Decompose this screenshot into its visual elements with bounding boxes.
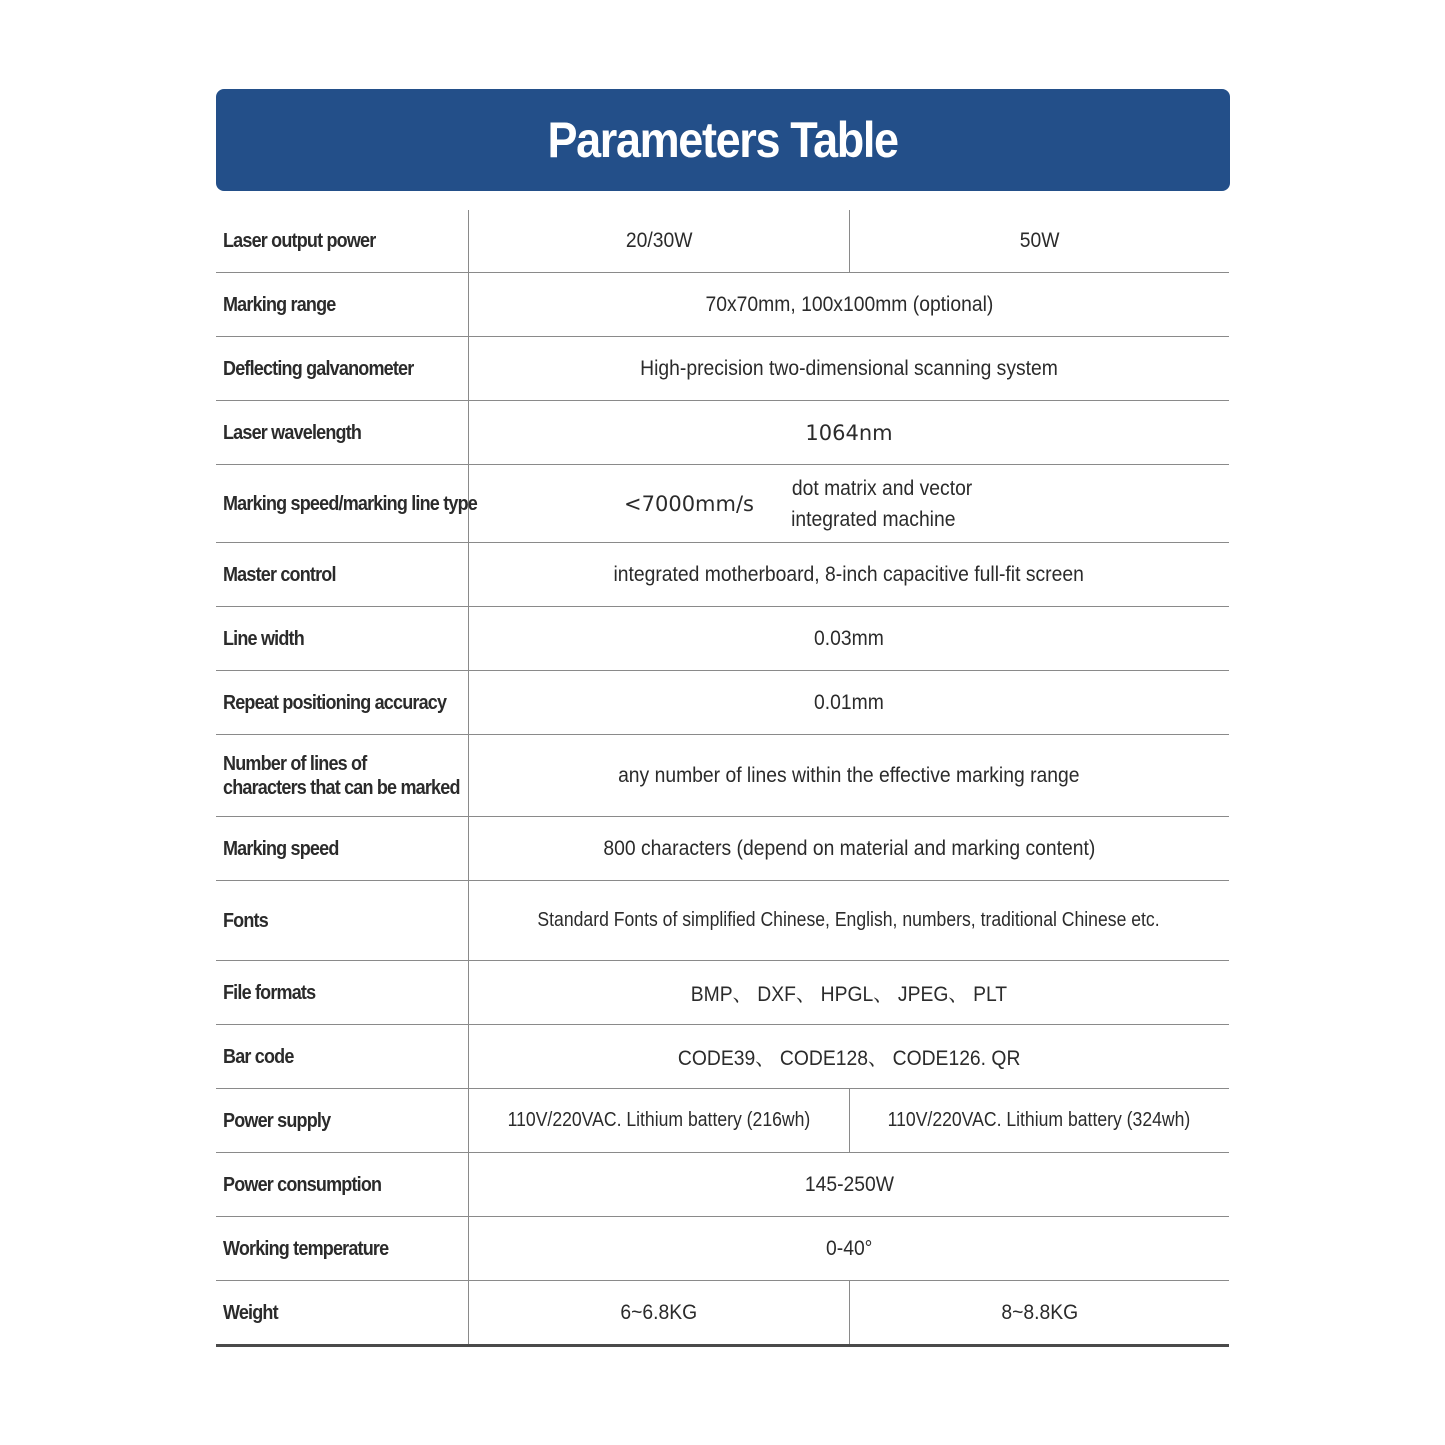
row-label: Bar code — [216, 1025, 469, 1088]
row-label: Laser output power — [216, 210, 469, 272]
row-value — [469, 1089, 1229, 1152]
table-row-weight — [216, 1281, 1229, 1344]
table-row-marking-speed — [216, 817, 1229, 881]
row-value — [469, 1025, 1229, 1088]
speed-cell: <7000mm/s — [624, 491, 754, 516]
row-label: Weight — [216, 1281, 469, 1344]
table-row-bar-code — [216, 1025, 1229, 1089]
row-value — [469, 465, 1229, 542]
row-value — [469, 1281, 1229, 1344]
value-cell: CODE39、 CODE128、 CODE126. QR — [677, 1046, 1021, 1070]
line-type-cell — [784, 465, 1044, 542]
value-cell: 1064nm — [805, 420, 893, 445]
row-value — [469, 1153, 1229, 1216]
table-row-file-formats — [216, 961, 1229, 1025]
table-row-fonts — [216, 881, 1229, 961]
value-cell-weight-1: 6~6.8KG — [469, 1281, 850, 1344]
value-cell: Standard Fonts of simplified Chinese, English, numbers, traditional Chinese etc. — [537, 909, 1161, 931]
row-label: Master control — [216, 543, 469, 606]
value-cell: 70x70mm, 100x100mm (optional) — [705, 292, 993, 316]
row-label: Fonts — [216, 881, 469, 960]
value-cell: High-precision two-dimensional scanning system — [640, 356, 1058, 380]
table-row-working-temperature — [216, 1217, 1229, 1281]
line-type-line-1: dot matrix and vector — [791, 476, 973, 500]
row-value — [469, 401, 1229, 464]
row-label: Marking range — [216, 273, 469, 336]
title-banner — [216, 89, 1230, 191]
row-label: File formats — [216, 961, 469, 1024]
row-label: Working temperature — [216, 1217, 469, 1280]
value-cell-324wh: 110V/220VAC. Lithium battery (324wh) — [887, 1109, 1191, 1131]
row-value — [469, 961, 1229, 1024]
row-value — [469, 881, 1229, 960]
table-row-line-width — [216, 607, 1229, 671]
row-label: Repeat positioning accuracy — [216, 671, 469, 734]
table-row-power-consumption — [216, 1153, 1229, 1217]
row-label — [216, 735, 469, 816]
value-cell: 0-40° — [825, 1236, 873, 1260]
table-row-power-supply — [216, 1089, 1229, 1153]
row-label: Deflecting galvanometer — [216, 337, 469, 400]
row-value — [469, 735, 1229, 816]
value-cell: 0.01mm — [814, 690, 884, 714]
row-label: Power consumption — [216, 1153, 469, 1216]
row-value — [469, 337, 1229, 400]
row-label: Line width — [216, 607, 469, 670]
row-value — [469, 817, 1229, 880]
row-label-line-2: characters that can be marked — [223, 776, 460, 799]
table-row-deflecting-galvanometer — [216, 337, 1229, 401]
table-row-laser-output-power — [216, 210, 1229, 273]
table-row-laser-wavelength — [216, 401, 1229, 465]
table-row-repeat-positioning-accuracy — [216, 671, 1229, 735]
table-row-number-of-lines — [216, 735, 1229, 817]
value-cell-20-30w: 20/30W — [469, 210, 850, 272]
value-cell: 0.03mm — [814, 626, 884, 650]
value-cell-50w: 50W — [1019, 229, 1060, 252]
table-row-marking-speed-line-type — [216, 465, 1229, 543]
value-cell: integrated motherboard, 8-inch capacitive full-fit screen — [613, 562, 1085, 586]
value-cell-216wh: 110V/220VAC. Lithium battery (216wh) — [469, 1089, 850, 1152]
table-row-marking-range — [216, 273, 1229, 337]
value-cell: 145-250W — [804, 1172, 894, 1196]
line-type-line-2: integrated machine — [791, 507, 956, 531]
row-label: Marking speed/marking line type — [216, 465, 469, 542]
row-value — [469, 607, 1229, 670]
row-value — [469, 1217, 1229, 1280]
row-value — [469, 273, 1229, 336]
row-label-line-1: Number of lines of — [223, 752, 367, 775]
page-title: Parameters Table — [547, 112, 899, 168]
row-label: Laser wavelength — [216, 401, 469, 464]
row-value — [469, 543, 1229, 606]
row-value — [469, 671, 1229, 734]
value-cell: BMP、 DXF、 HPGL、 JPEG、 PLT — [690, 982, 1008, 1006]
table-row-master-control — [216, 543, 1229, 607]
value-cell: 800 characters (depend on material and marking content) — [603, 836, 1095, 860]
parameters-table — [216, 210, 1229, 1347]
value-cell: any number of lines within the effective marking range — [618, 763, 1080, 787]
row-label: Power supply — [216, 1089, 469, 1152]
value-cell-weight-2: 8~8.8KG — [1000, 1300, 1078, 1324]
row-label: Marking speed — [216, 817, 469, 880]
row-value — [469, 210, 1229, 272]
